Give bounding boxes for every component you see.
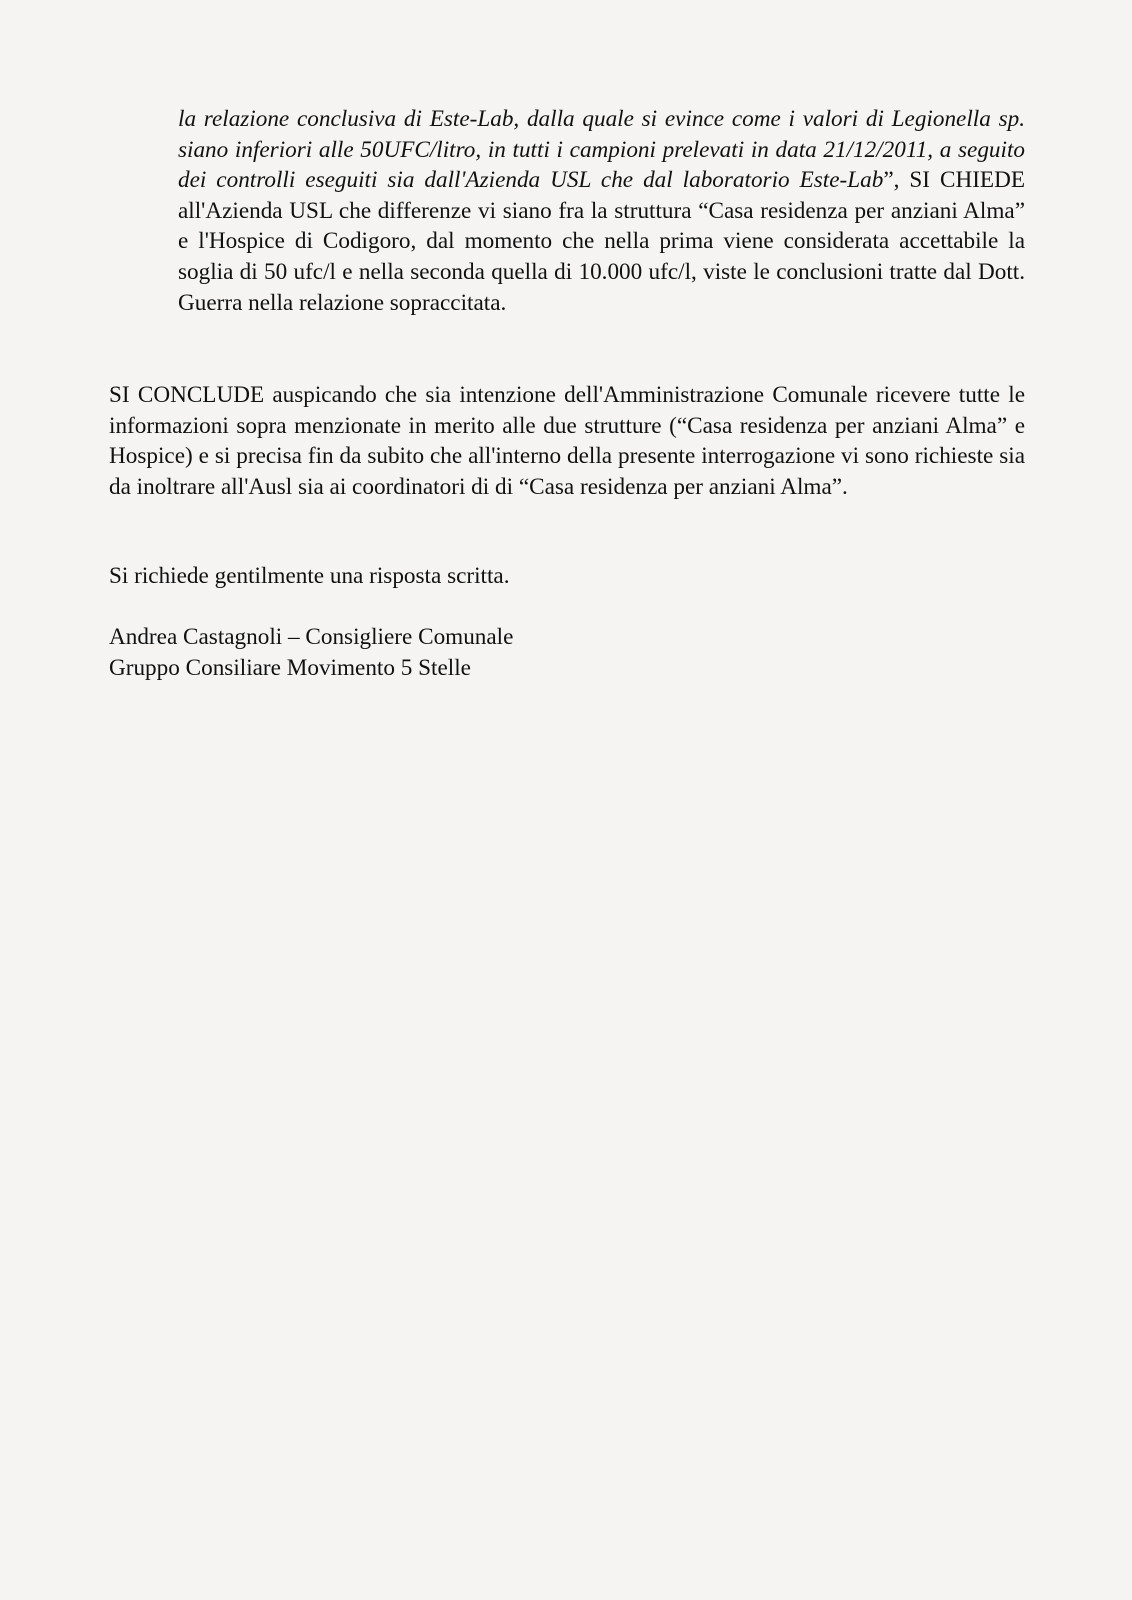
conclusion-paragraph: SI CONCLUDE auspicando che sia intenzione dell'Amministrazione Comunale ricevere tutte le informazioni sopra menzionate in merito alle due strutture (“Casa residenza per anziani Alma” e Hospice) e si precisa fin da subito che all'interno della presente interrogazione vi sono richieste sia da inoltrare all'Ausl sia ai coordinatori di di “Casa residenza per anziani Alma”. [109,382,1025,500]
paragraph-continuation: ”, SI CHIEDE all'Azienda USL che differenze vi siano fra la struttura “Casa residenza per anziani Alma” e l'Hospice di Codigoro, dal momento che nella prima viene considerata accettabile la soglia di 50 ufc/l e nella seconda quella di 10.000 ufc/l, viste le conclusioni tratte dal Dott. Guerra nella relazione sopraccitata. [178,167,1025,316]
signature-name: Andrea Castagnoli – Consigliere Comunale [109,624,514,650]
signature-block [109,622,1025,683]
request-line: Si richiede gentilmente una risposta scritta. [109,563,510,589]
indented-paragraph [178,104,1025,318]
signature-group: Gruppo Consiliare Movimento 5 Stelle [109,654,471,681]
italic-quote: la relazione conclusiva di Este-Lab, dalla quale si evince come i valori di Legionella sp. siano inferiori alle 50UFC/litro, in tutti i campioni prelevati in data 21/12/2011, a seguito dei controlli eseguiti sia dall'Azienda USL che dal laboratorio Este-Lab [178,106,1025,194]
